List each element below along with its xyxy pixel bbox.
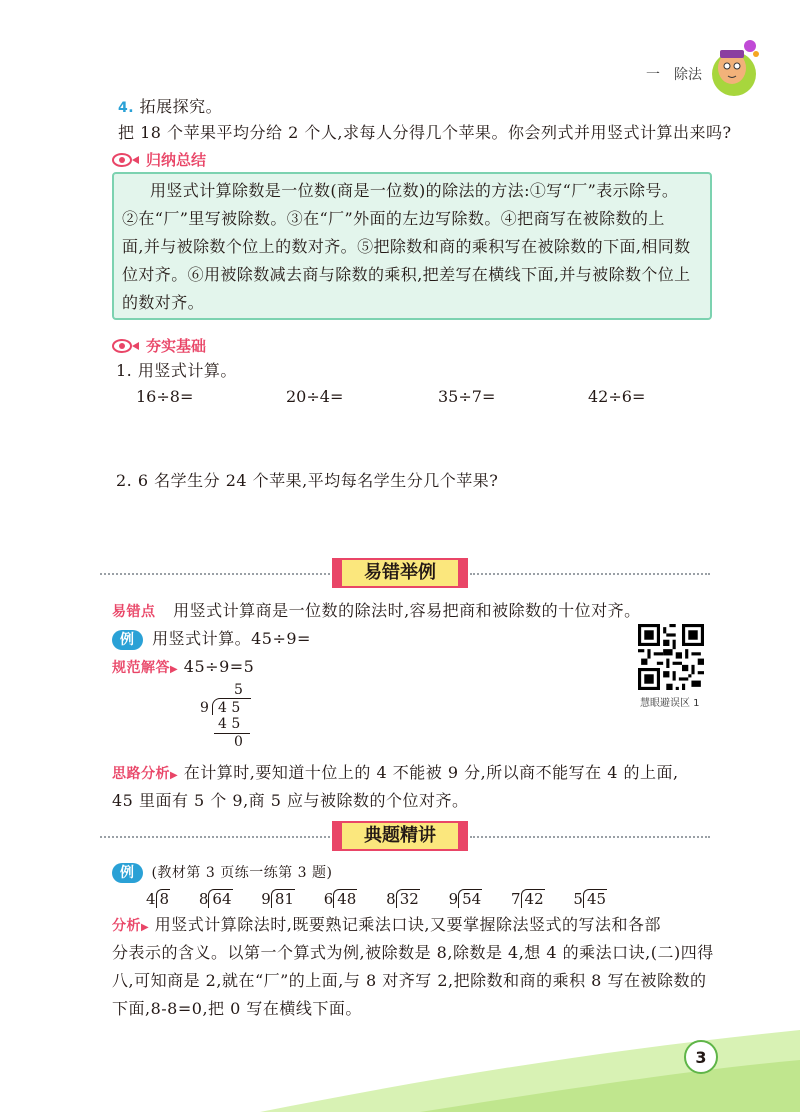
calc-expr: 35÷7= <box>438 387 496 406</box>
division-expr <box>261 888 295 910</box>
mistake-point-text: 用竖式计算商是一位数的除法时,容易把商和被除数的十位对齐。 <box>173 601 641 620</box>
eye-icon <box>112 339 140 353</box>
separator-line <box>470 836 710 838</box>
banner-decor <box>460 558 468 588</box>
division-expr <box>324 888 358 910</box>
separator-line <box>100 573 330 575</box>
division-expr <box>199 888 233 910</box>
division-expr <box>573 888 607 910</box>
calc-expr: 20÷4= <box>286 387 344 406</box>
division-expr <box>386 888 420 910</box>
divisor: 6 <box>323 890 334 908</box>
analysis-line: 45 里面有 5 个 9,商 5 应与被除数的个位对齐。 <box>112 791 469 810</box>
qr-caption: 慧眼避误区 1 <box>640 698 700 709</box>
basics-q1: 1. 用竖式计算。 <box>116 361 237 380</box>
division-expr <box>146 888 170 910</box>
division-expr <box>511 888 545 910</box>
analysis-line: 八,可知商是 2,就在“厂”的上面,与 8 对齐写 2,把除数和商的乘积 8 写在被除数的 <box>112 971 707 990</box>
separator-line <box>100 836 330 838</box>
divisor: 8 <box>198 890 209 908</box>
divisor: 9 <box>448 890 459 908</box>
division-row <box>146 888 631 910</box>
analysis-label: 分析 <box>112 918 141 934</box>
analysis-line: 用竖式计算除法时,既要熟记乘法口诀,又要掌握除法竖式的写法和各部 <box>154 915 661 934</box>
qr-code-icon <box>638 624 704 690</box>
divisor: 8 <box>386 890 396 908</box>
ld-product: 4 5 <box>218 716 241 732</box>
basics-title <box>112 336 206 356</box>
ld-dividend: 4 5 <box>218 700 241 716</box>
page-number: 3 <box>684 1040 718 1074</box>
summary-title-text: 归纳总结 <box>146 151 207 169</box>
ld-rule <box>214 733 250 734</box>
typical-example <box>112 858 333 888</box>
summary-line: 用竖式计算除数是一位数(商是一位数)的除法的方法:①写“厂”表示除号。 <box>150 181 679 200</box>
dividend: 81 <box>271 889 295 908</box>
summary-line: 面,并与被除数个位上的数对齐。⑤把除数和商的乘积写在被除数的下面,相同数 <box>122 237 691 256</box>
dividend: 42 <box>521 889 545 908</box>
banner-decor <box>332 558 340 588</box>
division-expr <box>449 888 483 910</box>
footer-wave <box>0 1010 800 1112</box>
banner-decor <box>332 821 340 851</box>
divisor: 5 <box>573 890 583 908</box>
chapter-header: 一 除法 <box>646 67 702 83</box>
ld-quotient: 5 <box>234 682 243 698</box>
answer-text: 45÷9=5 <box>183 657 255 676</box>
basics-title-text: 夯实基础 <box>146 337 207 355</box>
extend-title: 4. 拓展探究。 <box>118 97 223 116</box>
ld-divisor: 9 <box>200 700 209 716</box>
summary-title <box>112 150 206 170</box>
example-badge: 例 <box>112 630 143 650</box>
triangle-icon: ▶ <box>141 922 150 933</box>
mascot-icon <box>706 38 762 100</box>
divisor: 4 <box>146 890 156 908</box>
typical-source: (教材第 3 页练一练第 3 题) <box>151 865 333 881</box>
dividend: 8 <box>156 889 171 908</box>
basics-q2: 2. 6 名学生分 24 个苹果,平均每名学生分几个苹果? <box>116 471 499 490</box>
analysis-line: 下面,8-8=0,把 0 写在横线下面。 <box>112 999 362 1018</box>
analysis-line: 分表示的含义。以第一个算式为例,被除数是 8,除数是 4,想 4 的乘法口诀,(二)四得 <box>112 943 714 962</box>
separator-line <box>470 573 710 575</box>
mistake-example-text: 用竖式计算。45÷9= <box>152 629 311 648</box>
extend-question: 把 18 个苹果平均分给 2 个人,求每人分得几个苹果。你会列式并用竖式计算出来吗? <box>118 123 732 142</box>
extend-title-text: 拓展探究。 <box>139 97 223 116</box>
triangle-icon: ▶ <box>170 664 179 675</box>
summary-line: 位对齐。⑥用被除数减去商与除数的乘积,把差写在横线下面,并与被除数个位上 <box>122 265 691 284</box>
example-badge: 例 <box>112 863 143 883</box>
banner-decor <box>460 821 468 851</box>
analysis-line: 在计算时,要知道十位上的 4 不能被 9 分,所以商不能写在 4 的上面, <box>183 763 679 782</box>
dividend: 54 <box>458 889 482 908</box>
ld-remainder: 0 <box>234 734 243 750</box>
calc-expr: 42÷6= <box>588 387 646 406</box>
eye-icon <box>112 153 140 167</box>
long-division <box>196 676 256 750</box>
dividend: 45 <box>583 889 607 908</box>
triangle-icon: ▶ <box>170 770 179 781</box>
divisor: 7 <box>510 890 521 908</box>
dividend: 64 <box>208 889 232 908</box>
mistakes-banner: 易错举例 <box>340 558 460 588</box>
summary-line: 的数对齐。 <box>122 293 205 312</box>
typical-banner: 典题精讲 <box>340 821 460 851</box>
analysis-label: 思路分析 <box>112 766 170 782</box>
dividend: 32 <box>396 889 420 908</box>
mistake-point-label: 易错点 <box>112 604 156 620</box>
summary-line: ②在“厂”里写被除数。③在“厂”外面的左边写除数。④把商写在被除数的上 <box>122 209 665 228</box>
dividend: 48 <box>333 889 357 908</box>
divisor: 9 <box>261 890 271 908</box>
mistake-point <box>112 596 641 627</box>
calc-expr: 16÷8= <box>136 387 194 406</box>
answer-label: 规范解答 <box>112 660 170 676</box>
mistake-example <box>112 624 311 654</box>
